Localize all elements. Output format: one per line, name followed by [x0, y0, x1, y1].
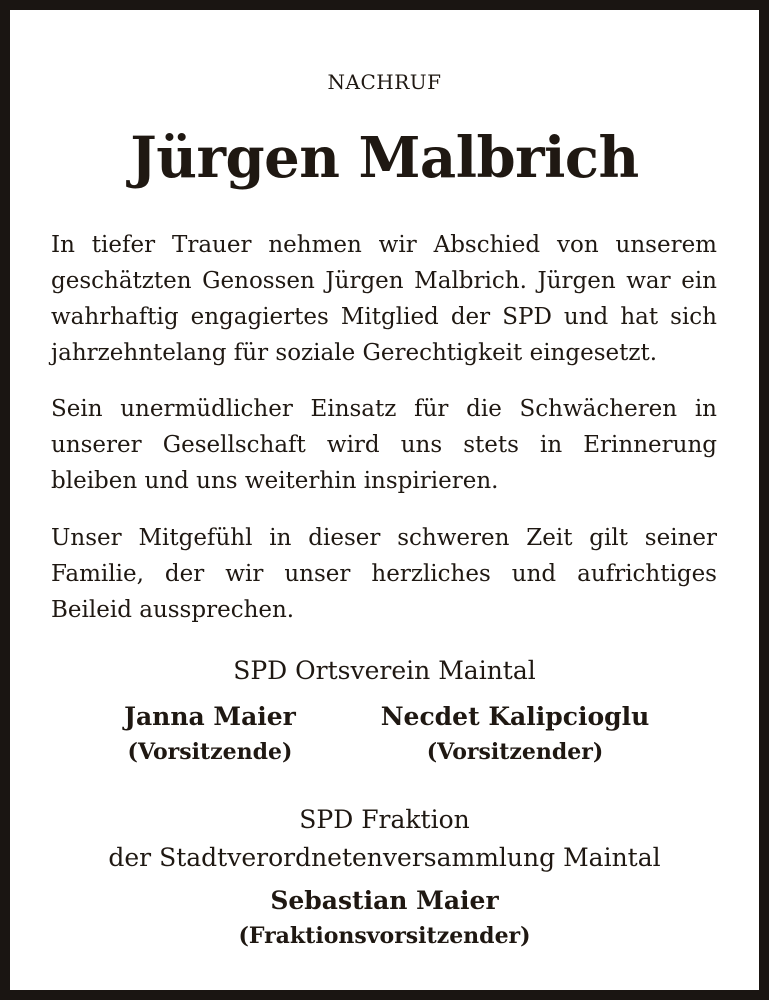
signer-role: (Fraktionsvorsitzender)	[238, 923, 531, 949]
notice-overline: NACHRUF	[327, 70, 442, 94]
sender-organization-2-line-2: der Stadtverordnetenversammlung Maintal	[108, 843, 661, 872]
signer-name: Sebastian Maier	[270, 886, 499, 915]
signer-role: (Vorsitzende)	[127, 739, 293, 765]
sender-organization-1: SPD Ortsverein Maintal	[233, 656, 536, 685]
deceased-name: Jürgen Malbrich	[130, 125, 639, 191]
sender-organization-2-line-1: SPD Fraktion	[299, 805, 470, 834]
paragraph-condolence-2: Sein unermüdlicher Einsatz für die Schwächeren in unserer Gesellschaft wird uns stets in Erinnerung bleiben und uns weiterhin inspirieren.	[51, 396, 717, 494]
signer-3	[10, 883, 759, 953]
signer-name: Janna Maier	[124, 702, 296, 731]
signer-name: Necdet Kalipcioglu	[380, 702, 650, 731]
signer-2	[360, 699, 670, 769]
signer-1	[100, 699, 320, 769]
paragraph-condolence-3: Unser Mitgefühl in dieser schweren Zeit gilt seiner Familie, der wir unser herzliches und aufrichtiges Beileid aussprechen.	[51, 525, 717, 623]
paragraph-condolence-1: In tiefer Trauer nehmen wir Abschied von unserem geschätzten Genossen Jürgen Malbrich. Jürgen war ein wahrhaftig engagiertes Mitglied der SPD und hat sich jahrzehntelang für soziale Gerechtigkeit eingesetzt.	[51, 232, 717, 366]
signer-role: (Vorsitzender)	[426, 739, 604, 765]
